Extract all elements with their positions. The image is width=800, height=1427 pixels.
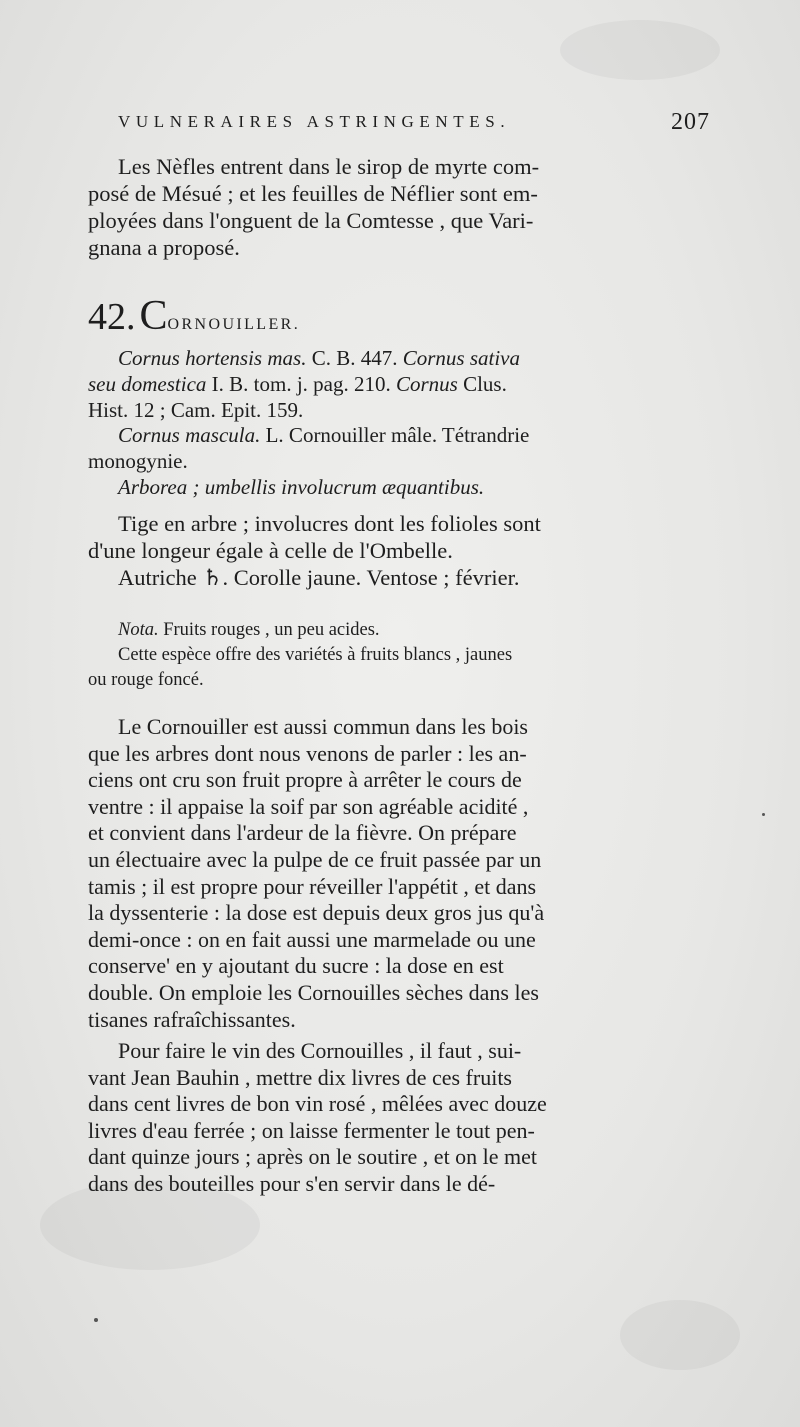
text-line: que les arbres dont nous venons de parler : les an- bbox=[88, 740, 527, 766]
entry-initial: C bbox=[139, 293, 168, 339]
text-line: d'une longeur égale à celle de l'Ombelle. bbox=[88, 538, 453, 563]
text-line: ployées dans l'onguent de la Comtesse , que Vari- bbox=[88, 208, 534, 233]
text-line: Le Cornouiller est aussi commun dans les bois bbox=[118, 714, 528, 739]
entry-title: ORNOUILLER. bbox=[167, 316, 301, 333]
paper-stain bbox=[560, 20, 720, 80]
text-line: Pour faire le vin des Cornouilles , il faut , sui- bbox=[118, 1038, 522, 1063]
synonym-latin: Cornus mascula. bbox=[118, 423, 261, 448]
text-line: dans des bouteilles pour s'en servir dans le dé- bbox=[88, 1170, 496, 1196]
synonym-reference: L. Cornouiller mâle. Tétrandrie bbox=[260, 423, 530, 448]
text-line: demi-once : on en fait aussi une marmelade ou une bbox=[88, 926, 536, 952]
text-line bbox=[88, 372, 710, 398]
entry-heading bbox=[88, 292, 300, 340]
synonym-reference: I. B. tom. j. pag. 210. bbox=[206, 371, 396, 396]
ink-speck bbox=[762, 813, 765, 816]
paragraph-wine bbox=[88, 1038, 710, 1198]
text-line: un électuaire avec la pulpe de ce fruit passée par un bbox=[88, 846, 542, 872]
text-line: et convient dans l'ardeur de la fièvre. On prépare bbox=[88, 820, 517, 846]
text-line: dans cent livres de bon vin rosé , mêlées avec douze bbox=[88, 1091, 547, 1117]
text-line bbox=[88, 346, 710, 372]
text-line: monogynie. bbox=[88, 449, 188, 474]
text-line: la dyssenterie : la dose est depuis deux gros jus qu'à bbox=[88, 900, 545, 926]
text-line: Hist. 12 ; Cam. Epit. 159. bbox=[88, 397, 304, 422]
text-line: Tige en arbre ; involucres dont les folioles sont bbox=[118, 511, 541, 536]
intro-paragraph bbox=[88, 153, 710, 261]
nota-label: Nota. bbox=[118, 620, 159, 640]
text-line: Cette espèce offre des variétés à fruits blancs , jaunes bbox=[118, 645, 513, 665]
text-line: vant Jean Bauhin , mettre dix livres de ces fruits bbox=[88, 1064, 512, 1090]
text-line: dant quinze jours ; après on le soutire , et on le met bbox=[88, 1144, 538, 1170]
synonym-latin: Cornus hortensis mas. bbox=[118, 346, 307, 370]
page-number: 207 bbox=[671, 109, 710, 135]
text-line: Les Nèfles entrent dans le sirop de myrte com- bbox=[118, 154, 540, 179]
text-line: tisanes rafraîchissantes. bbox=[88, 1006, 296, 1032]
text-line: livres d'eau ferrée ; on laisse fermenter le tout pen- bbox=[88, 1117, 535, 1143]
nota-block bbox=[88, 618, 710, 693]
synonymy-block bbox=[88, 346, 710, 501]
text-line: ventre : il appaise la soif par son agréable acidité , bbox=[88, 793, 529, 819]
synonym-reference: C. B. 447. bbox=[306, 346, 403, 370]
synonym-reference: Clus. bbox=[457, 371, 507, 396]
text-line: conserve' en y ajoutant du sucre : la dose en est bbox=[88, 953, 504, 979]
text-line: ou rouge foncé. bbox=[88, 670, 204, 690]
text-line bbox=[88, 618, 710, 643]
synonym-latin: Cornus sativa bbox=[402, 346, 520, 370]
paper-stain bbox=[620, 1300, 740, 1370]
synonym-latin: Cornus bbox=[395, 371, 458, 396]
synonym-latin: seu domestica bbox=[88, 371, 207, 396]
paragraph-properties bbox=[88, 714, 710, 1033]
ink-speck bbox=[94, 1318, 98, 1322]
entry-number: 42. bbox=[88, 296, 136, 338]
running-head: VULNERAIRES ASTRINGENTES. bbox=[118, 112, 511, 131]
text-line bbox=[88, 423, 710, 449]
text-line: double. On emploie les Cornouilles sèches dans les bbox=[88, 979, 539, 1005]
text-line: tamis ; il est propre pour réveiller l'appétit , et dans bbox=[88, 873, 537, 899]
latin-diagnosis: Arborea ; umbellis involucrum æquantibus. bbox=[118, 474, 485, 499]
text-line: gnana a proposé. bbox=[88, 235, 240, 260]
habitat-line: Autriche ♄. Corolle jaune. Ventose ; février. bbox=[118, 565, 520, 590]
text-line: ciens ont cru son fruit propre à arrêter le cours de bbox=[88, 767, 522, 793]
description-block bbox=[88, 510, 710, 591]
text-line: posé de Mésué ; et les feuilles de Néflier sont em- bbox=[88, 181, 538, 206]
nota-text: Fruits rouges , un peu acides. bbox=[158, 620, 380, 640]
